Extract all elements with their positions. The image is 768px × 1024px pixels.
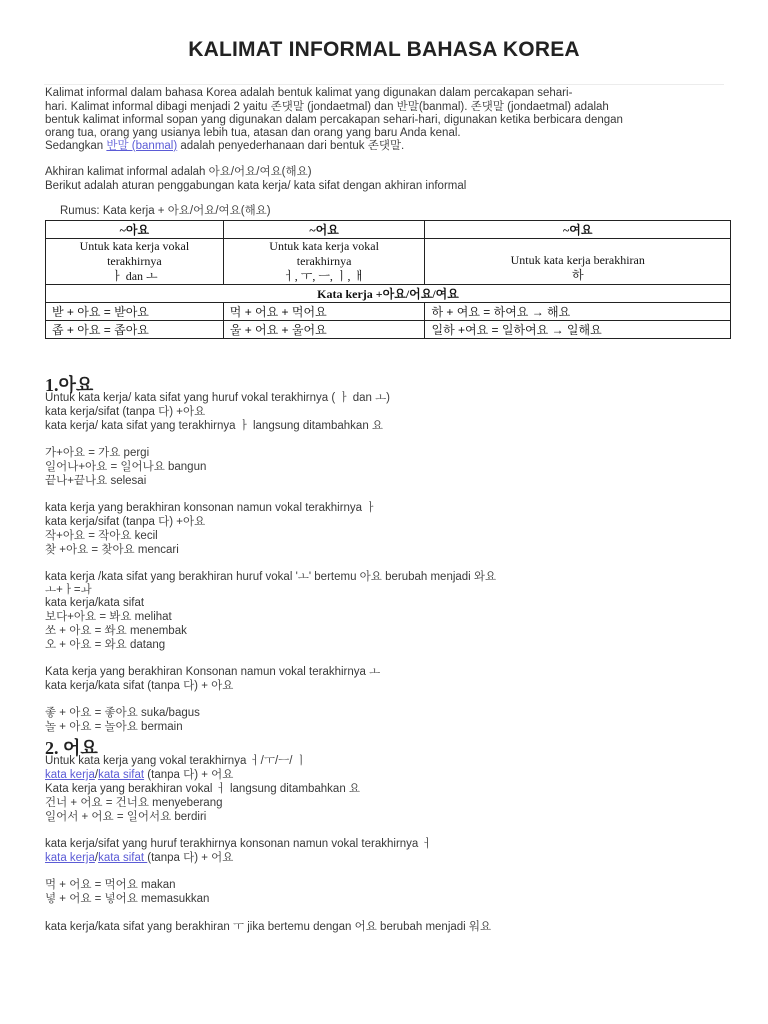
s1-example: 보다+아요 = 봐요 melihat	[45, 611, 172, 623]
header-eoyo: ~어요	[223, 221, 425, 239]
s2-line: Untuk kata kerja yang vokal terakhirnya ㅓ/ㅜ/ㅡ/ ㅣ	[45, 755, 307, 767]
intro-line-5-pre: Sedangkan	[45, 140, 107, 152]
header-yeoyo: ~여요	[425, 221, 731, 239]
example-cell: 먹 + 어요 + 먹어요	[223, 303, 425, 321]
kata-kerja-link[interactable]: kata kerja	[45, 852, 95, 864]
section-1-heading: 1.아요	[45, 375, 94, 395]
conjugation-table	[45, 220, 731, 339]
example-cell: 받 + 아요 = 받아요	[46, 303, 224, 321]
kata-sifat-link[interactable]: kata sifat	[98, 852, 148, 864]
section-2-heading: 2. 어요	[45, 738, 98, 758]
s1-line: kata kerja /kata sifat yang berakhiran huruf vokal 'ㅗ' bertemu 아요 berubah menjadi 와요	[45, 571, 497, 583]
banmal-link[interactable]: 반말 (banmal)	[106, 140, 178, 152]
s1-line: kata kerja/sifat (tanpa 다) +아요	[45, 516, 206, 528]
page-title: KALIMAT INFORMAL BAHASA KOREA	[188, 38, 580, 61]
intro-line-1: Kalimat informal dalam bahasa Korea adalah bentuk kalimat yang digunakan dalam percakapan sehari-	[45, 87, 573, 99]
s2-line: Kata kerja yang berakhiran vokal ㅓ langsung ditambahkan 요	[45, 783, 361, 795]
slash: /	[94, 769, 99, 781]
intro-line-2: hari. Kalimat informal dibagi menjadi 2 yaitu 존댓말 (jondaetmal) dan 반말(banmal). 존댓말 (jondaetmal) adalah	[45, 101, 609, 113]
intro-line-5-post: adalah penyederhanaan dari bentuk 존댓말.	[177, 140, 405, 152]
s2-line	[45, 768, 233, 782]
s1-example: 오 + 아요 = 와요 datang	[45, 639, 166, 651]
s1-line: ㅗ+ㅏ=ㅘ	[45, 584, 92, 596]
akhiran-line-1: Akhiran kalimat informal adalah 아요/어요/여요(해요)	[45, 166, 312, 178]
desc-eoyo-line-3: ㅓ, ㅜ, ㅡ, ㅣ, ㅐ	[283, 269, 366, 283]
s2-line-4-post: (tanpa 다) + 어요	[147, 852, 234, 864]
s2-line-2-post: (tanpa 다) + 어요	[144, 769, 234, 781]
example-cell: 일하 +여요 = 일하여요 → 일해요	[425, 321, 731, 339]
s1-line: kata kerja/kata sifat	[45, 597, 145, 609]
table-example-row	[46, 303, 731, 321]
desc-eoyo-line-2: terakhirnya	[296, 254, 352, 268]
s1-example: 찾 +아요 = 찾아요 mencari	[45, 544, 179, 556]
title-divider	[44, 84, 724, 85]
desc-yeoyo-line-2: 하	[571, 267, 584, 282]
desc-yeoyo-line-1: Untuk kata kerja berakhiran	[510, 252, 645, 267]
intro-line-3: bentuk kalimat informal sopan yang digunakan dalam percakapan sehari-hari, digunakan ketika berbicara dengan	[45, 114, 623, 126]
table-header-row	[46, 221, 731, 239]
table-example-row	[46, 321, 731, 339]
s1-line: Kata kerja yang berakhiran Konsonan namun vokal terakhirnya ㅗ	[45, 666, 381, 678]
table-span-row	[46, 285, 731, 303]
s1-example: 가+아요 = 가요 pergi	[45, 447, 150, 459]
akhiran-line-2: Berikut adalah aturan penggabungan kata kerja/ kata sifat dengan akhiran informal	[45, 180, 467, 192]
s1-example: 쏘 + 아요 = 쏴요 menembak	[45, 625, 187, 637]
s2-example: 건너 + 어요 = 건너요 menyeberang	[45, 797, 223, 809]
s2-line: kata kerja/sifat yang huruf terakhirnya konsonan namun vokal terakhirnya ㅓ	[45, 838, 433, 850]
s2-example: 일어서 + 어요 = 일어서요 berdiri	[45, 811, 207, 823]
desc-ayo-line-1: Untuk kata kerja vokal	[79, 239, 190, 253]
s1-example: 일어나+아요 = 일어나요 bangun	[45, 461, 207, 473]
s1-line: kata kerja/ kata sifat yang terakhirnya ㅏ langsung ditambahkan 요	[45, 420, 384, 432]
s2-example: 넣 + 어요 = 넣어요 memasukkan	[45, 893, 210, 905]
s1-line: kata kerja/sifat (tanpa 다) +아요	[45, 406, 206, 418]
desc-eoyo-line-1: Untuk kata kerja vokal	[269, 239, 379, 253]
header-ayo: ~아요	[46, 221, 224, 239]
example-cell: 좁 + 아요 = 좁아요	[46, 321, 224, 339]
example-cell: 하 + 여요 = 하여요 → 해요	[425, 303, 731, 321]
desc-ayo-line-2: terakhirnya	[107, 254, 162, 268]
s2-line	[45, 851, 233, 865]
intro-line-4: orang tua, orang yang usianya lebih tua, atasan dan orang yang baru Anda kenal.	[45, 127, 461, 139]
desc-yeoyo	[425, 239, 731, 285]
s1-example: 좋 + 아요 = 좋아요 suka/bagus	[45, 707, 200, 719]
rumus-line: Rumus: Kata kerja + 아요/어요/여요(해요)	[60, 205, 271, 217]
s2-line: kata kerja/kata sifat yang berakhiran ㅜ jika bertemu dengan 어요 berubah menjadi 워요	[45, 921, 492, 933]
table-desc-row	[46, 239, 731, 285]
s2-example: 먹 + 어요 = 먹어요 makan	[45, 879, 176, 891]
desc-ayo	[46, 239, 224, 285]
desc-eoyo	[223, 239, 425, 285]
desc-ayo-line-3: ㅏ dan ㅗ	[111, 269, 158, 283]
kata-sifat-link[interactable]: kata sifat	[98, 769, 145, 781]
s1-line: Untuk kata kerja/ kata sifat yang huruf vokal terakhirnya ( ㅏ dan ㅗ)	[45, 392, 391, 404]
example-cell: 울 + 어요 + 울어요	[223, 321, 425, 339]
intro-line-5	[45, 139, 404, 153]
s1-example: 작+아요 = 작아요 kecil	[45, 530, 158, 542]
slash: /	[94, 852, 99, 864]
s1-line: kata kerja yang berakhiran konsonan namun vokal terakhirnya ㅏ	[45, 502, 377, 514]
kata-kerja-link[interactable]: kata kerja	[45, 769, 95, 781]
s1-example: 끝나+끝나요 selesai	[45, 475, 147, 487]
s1-example: 놀 + 아요 = 놀아요 bermain	[45, 721, 183, 733]
s1-line: kata kerja/kata sifat (tanpa 다) + 아요	[45, 680, 234, 692]
table-span-cell: Kata kerja +아요/어요/여요	[46, 285, 731, 303]
